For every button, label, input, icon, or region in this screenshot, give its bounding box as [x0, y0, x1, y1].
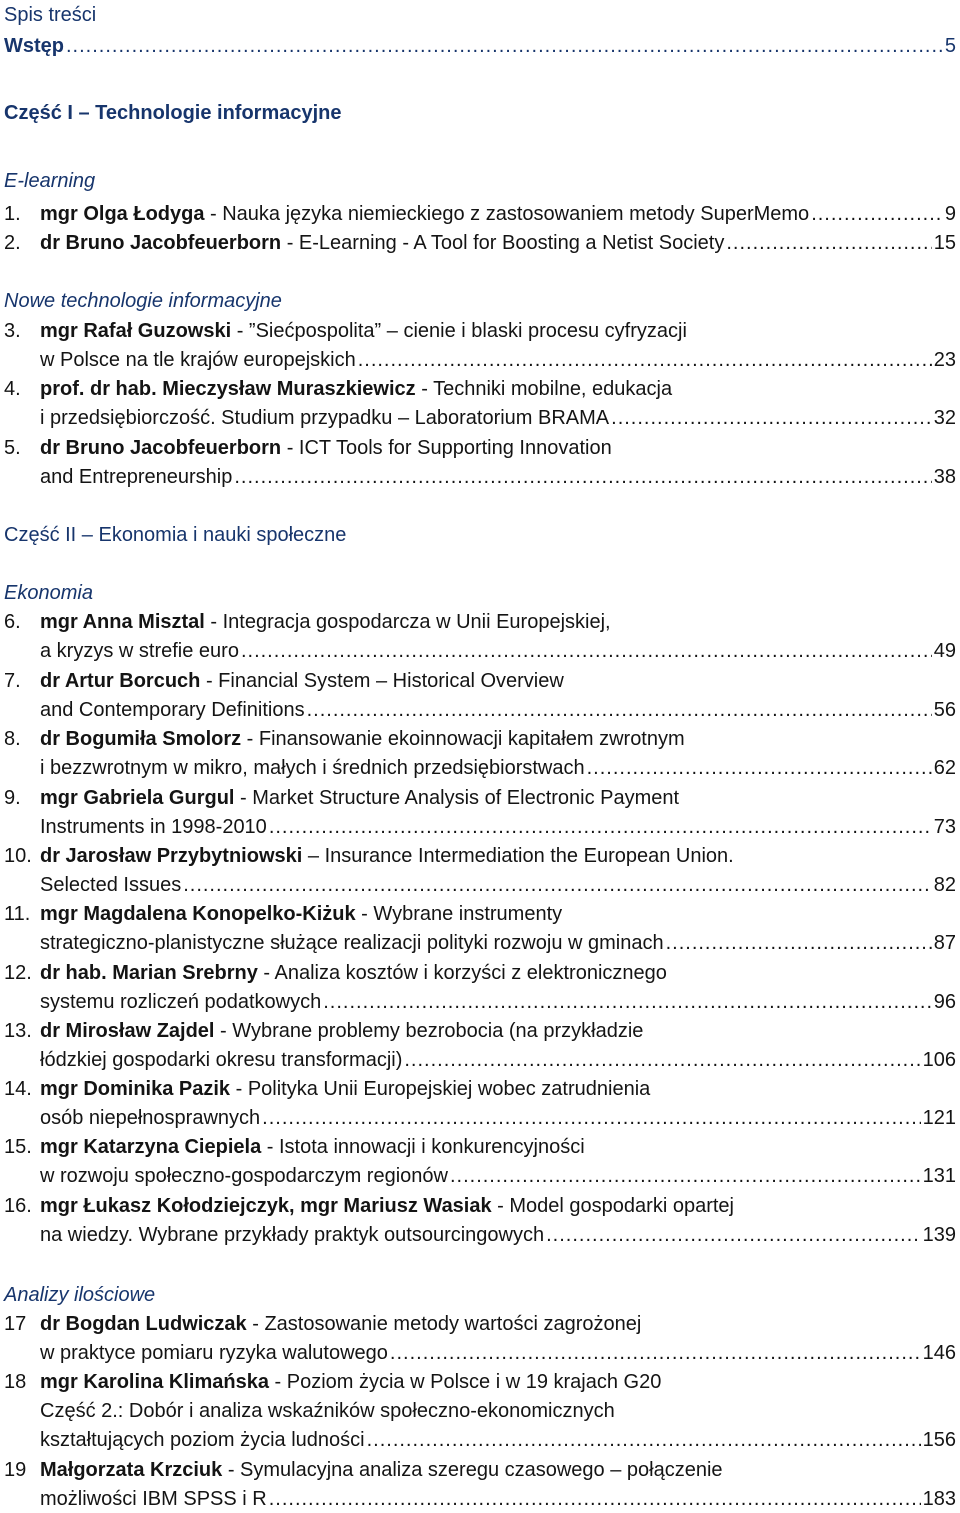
entry-author: mgr Karolina Klimańska — [40, 1371, 269, 1393]
toc-entry-continuation[interactable] — [0, 346, 960, 374]
entry-title-text: na wiedzy. Wybrane przykłady praktyk outsourcingowych — [40, 1224, 545, 1246]
entry-number: 15. — [4, 1136, 32, 1158]
entry-title-text: - Polityka Unii Europejskiej wobec zatrudnienia — [230, 1078, 651, 1100]
entry-title-text: możliwości IBM SPSS i R — [40, 1488, 267, 1510]
entry-leader-line — [40, 1485, 956, 1513]
entry-title — [40, 667, 564, 695]
entry-title — [40, 1368, 661, 1396]
entry-title-text: and Entrepreneurship — [40, 466, 233, 488]
entry-number: 2. — [4, 232, 21, 254]
toc-entry[interactable] — [0, 725, 960, 753]
entry-number: 16. — [4, 1195, 32, 1217]
entry-title-text: i bezzwrotnym w mikro, małych i średnich przedsiębiorstwach — [40, 757, 585, 779]
page-number: 87 — [933, 932, 956, 954]
page-number: 15 — [933, 232, 956, 254]
toc-entry[interactable] — [0, 200, 960, 228]
page-number: 62 — [933, 757, 956, 779]
entry-title-text: - Wybrane problemy bezrobocia (na przykładzie — [214, 1020, 644, 1042]
entry-title-text: - ICT Tools for Supporting Innovation — [281, 437, 612, 459]
toc-entry[interactable] — [0, 229, 960, 257]
entry-title-text: - Integracja gospodarcza w Unii Europejskiej, — [204, 611, 611, 633]
entry-title — [40, 608, 611, 636]
toc-entry-continuation[interactable] — [0, 1397, 960, 1425]
entry-title-text: - Poziom życia w Polsce i w 19 krajach G20 — [268, 1371, 662, 1393]
dot-leader — [587, 754, 932, 782]
toc-entry[interactable] — [0, 667, 960, 695]
toc-entry-continuation[interactable] — [0, 988, 960, 1016]
entry-number: 14. — [4, 1078, 32, 1100]
toc-entry[interactable] — [0, 1017, 960, 1045]
toc-entry-continuation[interactable] — [0, 463, 960, 491]
section-heading — [0, 1, 960, 29]
page-number: 183 — [922, 1488, 956, 1510]
entry-author: dr Mirosław Zajdel — [40, 1020, 215, 1042]
entry-leader-line — [40, 1339, 956, 1367]
dot-leader — [450, 1162, 921, 1190]
toc-entry[interactable] — [0, 1368, 960, 1396]
entry-leader-line — [40, 1426, 956, 1454]
entry-title — [40, 200, 809, 228]
entry-leader-line — [40, 346, 956, 374]
entry-number: 4. — [4, 378, 21, 400]
entry-author: mgr Rafał Guzowski — [40, 320, 232, 342]
entry-leader-line — [40, 1221, 956, 1249]
entry-title — [40, 375, 672, 403]
entry-title — [40, 317, 687, 345]
entry-title-text: a kryzys w strefie euro — [40, 640, 239, 662]
page-number: 32 — [933, 407, 956, 429]
entry-title-text: systemu rozliczeń podatkowych — [40, 991, 322, 1013]
dot-leader — [241, 637, 932, 665]
entry-author: mgr Łukasz Kołodziejczyk, mgr Mariusz Wasiak — [40, 1195, 492, 1217]
entry-number: 10. — [4, 845, 32, 867]
entry-number: 12. — [4, 962, 32, 984]
dot-leader — [546, 1221, 921, 1249]
dot-leader — [611, 404, 932, 432]
section-heading — [0, 287, 960, 315]
page-number: 73 — [933, 816, 956, 838]
toc-entry-continuation[interactable] — [0, 813, 960, 841]
heading-text: Część II – Ekonomia i nauki społeczne — [4, 524, 347, 546]
dot-leader — [666, 929, 932, 957]
page-number: 49 — [933, 640, 956, 662]
entry-title — [40, 1456, 723, 1484]
heading-text: Ekonomia — [4, 582, 93, 604]
entry-author: mgr Katarzyna Ciepiela — [40, 1136, 262, 1158]
toc-entry-continuation[interactable] — [0, 929, 960, 957]
entry-leader-line — [40, 637, 956, 665]
entry-title — [40, 1017, 643, 1045]
entry-title: Wstęp — [4, 35, 64, 57]
entry-leader-line — [40, 929, 956, 957]
toc-entry-continuation[interactable] — [0, 1162, 960, 1190]
entry-number: 6. — [4, 611, 21, 633]
page-number: 96 — [933, 991, 956, 1013]
toc-entry[interactable] — [0, 784, 960, 812]
entry-title-text: - Analiza kosztów i korzyści z elektronicznego — [257, 962, 667, 984]
entry-title-text: kształtujących poziom życia ludności — [40, 1429, 365, 1451]
toc-entry-continuation[interactable] — [0, 871, 960, 899]
entry-leader-line — [40, 1104, 956, 1132]
dot-leader — [66, 32, 943, 60]
dot-leader — [183, 871, 932, 899]
dot-leader — [726, 229, 931, 257]
toc-entry[interactable] — [0, 1310, 960, 1338]
entry-author: mgr Anna Misztal — [40, 611, 205, 633]
entry-number: 13. — [4, 1020, 32, 1042]
toc-entry[interactable] — [0, 434, 960, 462]
entry-number: 18 — [4, 1371, 27, 1393]
entry-title-text: – Insurance Intermediation the European Union. — [302, 845, 734, 867]
entry-leader-line — [40, 463, 956, 491]
toc-entry-continuation[interactable] — [0, 1485, 960, 1513]
toc-entry-continuation[interactable] — [0, 1426, 960, 1454]
entry-number: 11. — [4, 903, 31, 925]
toc-entry[interactable] — [0, 1192, 960, 1220]
entry-number: 1. — [4, 203, 21, 225]
entry-author: dr hab. Marian Srebrny — [40, 962, 258, 984]
toc-entry-continuation[interactable] — [0, 404, 960, 432]
entry-title-text: - Financial System – Historical Overview — [200, 670, 564, 692]
section-heading — [0, 521, 960, 549]
entry-title — [40, 434, 612, 462]
toc-entry[interactable] — [0, 959, 960, 987]
entry-number: 17 — [4, 1313, 27, 1335]
entry-title-text: łódzkiej gospodarki okresu transformacji) — [40, 1049, 403, 1071]
entry-title — [40, 900, 562, 928]
toc-entry[interactable] — [0, 842, 960, 870]
entry-leader-line — [40, 696, 956, 724]
section-heading — [0, 579, 960, 607]
entry-title-text: - Market Structure Analysis of Electronic Payment — [234, 787, 680, 809]
entry-title-text: - E-Learning - A Tool for Boosting a Netist Society — [281, 232, 725, 254]
entry-leader-line — [40, 988, 956, 1016]
section-heading — [0, 167, 960, 195]
entry-leader-line — [40, 871, 956, 899]
dot-leader — [358, 346, 932, 374]
entry-title-text: osób niepełnosprawnych — [40, 1107, 261, 1129]
entry-author: mgr Dominika Pazik — [40, 1078, 231, 1100]
entry-title-text: Instruments in 1998-2010 — [40, 816, 267, 838]
dot-leader — [811, 200, 943, 228]
page-number: 131 — [922, 1165, 956, 1187]
entry-title — [40, 1310, 641, 1338]
entry-title — [40, 959, 667, 987]
entry-title — [40, 1133, 585, 1161]
toc-entry[interactable] — [0, 900, 960, 928]
entry-number: 7. — [4, 670, 21, 692]
toc-entry[interactable] — [0, 32, 960, 60]
dot-leader — [269, 813, 932, 841]
entry-author: dr Bogdan Ludwiczak — [40, 1313, 247, 1335]
dot-leader — [404, 1046, 920, 1074]
entry-title-text: - Nauka języka niemieckiego z zastosowaniem metody SuperMemo — [204, 203, 810, 225]
dot-leader — [307, 696, 932, 724]
entry-leader-line — [40, 813, 956, 841]
entry-title — [40, 1075, 650, 1103]
toc-entry-continuation[interactable] — [0, 754, 960, 782]
heading-text: Spis treści — [4, 4, 97, 26]
entry-author: dr Artur Borcuch — [40, 670, 201, 692]
page-number: 156 — [922, 1429, 956, 1451]
entry-title — [40, 1192, 734, 1220]
entry-leader-line — [40, 404, 956, 432]
entry-author: prof. dr hab. Mieczysław Muraszkiewicz — [40, 378, 416, 400]
page-number: 9 — [944, 203, 956, 225]
entry-author: mgr Olga Łodyga — [40, 203, 205, 225]
entry-leader-line — [40, 1046, 956, 1074]
entry-number: 3. — [4, 320, 21, 342]
entry-number: 19 — [4, 1459, 27, 1481]
toc-entry[interactable] — [0, 608, 960, 636]
page-number: 82 — [933, 874, 956, 896]
entry-title-text: - ”Siećpospolita” – cienie i blaski procesu cyfryzacji — [231, 320, 687, 342]
heading-text: Nowe technologie informacyjne — [4, 290, 282, 312]
toc-entry-continuation[interactable] — [0, 1339, 960, 1367]
page-number: 139 — [922, 1224, 956, 1246]
dot-leader — [323, 988, 932, 1016]
entry-number: 5. — [4, 437, 21, 459]
entry-title — [40, 229, 724, 257]
entry-title-text: strategiczno-planistyczne służące realizacji polityki rozwoju w gminach — [40, 932, 664, 954]
entry-title-text: - Symulacyjna analiza szeregu czasowego – połączenie — [222, 1459, 723, 1481]
entry-author: dr Jarosław Przybytniowski — [40, 845, 303, 867]
dot-leader — [367, 1426, 921, 1454]
entry-title-text: w praktyce pomiaru ryzyka walutowego — [40, 1342, 388, 1364]
entry-number: 8. — [4, 728, 21, 750]
entry-title-text: - Model gospodarki opartej — [491, 1195, 734, 1217]
entry-author: dr Bogumiła Smolorz — [40, 728, 242, 750]
page-number: 121 — [922, 1107, 956, 1129]
toc-entry-continuation[interactable] — [0, 696, 960, 724]
page-number: 106 — [922, 1049, 956, 1071]
entry-title — [40, 784, 679, 812]
section-heading — [0, 99, 960, 127]
entry-title-text: - Zastosowanie metody wartości zagrożonej — [246, 1313, 642, 1335]
entry-leader-line — [40, 754, 956, 782]
toc-entry-continuation[interactable] — [0, 1221, 960, 1249]
entry-title-text: i przedsiębiorczość. Studium przypadku – Laboratorium BRAMA — [40, 407, 610, 429]
entry-title — [40, 842, 734, 870]
toc-entry-continuation[interactable] — [0, 637, 960, 665]
page-number: 38 — [933, 466, 956, 488]
heading-text: Analizy ilościowe — [4, 1284, 156, 1306]
toc-entry[interactable] — [0, 317, 960, 345]
section-heading — [0, 1281, 960, 1309]
toc-entry-continuation[interactable] — [0, 1046, 960, 1074]
entry-title-text: - Techniki mobilne, edukacja — [415, 378, 673, 400]
heading-text: Część I – Technologie informacyjne — [4, 102, 342, 124]
entry-title-text: w Polsce na tle krajów europejskich — [40, 349, 356, 371]
entry-title-text: Część 2.: Dobór i analiza wskaźników społeczno-ekonomicznych — [40, 1400, 615, 1422]
entry-leader-line — [4, 32, 956, 60]
entry-title-text: and Contemporary Definitions — [40, 699, 305, 721]
entry-title-text: - Wybrane instrumenty — [355, 903, 563, 925]
entry-title — [40, 725, 685, 753]
toc-entry[interactable] — [0, 1075, 960, 1103]
entry-leader-line — [40, 229, 956, 257]
toc-entry[interactable] — [0, 375, 960, 403]
page-number: 146 — [922, 1342, 956, 1364]
dot-leader — [234, 463, 931, 491]
entry-title-text: w rozwoju społeczno-gospodarczym regionów — [40, 1165, 448, 1187]
entry-author: Małgorzata Krzciuk — [40, 1459, 223, 1481]
entry-author: dr Bruno Jacobfeuerborn — [40, 232, 282, 254]
entry-author: mgr Gabriela Gurgul — [40, 787, 235, 809]
page-number: 5 — [944, 35, 956, 57]
toc-entry[interactable] — [0, 1133, 960, 1161]
entry-author: dr Bruno Jacobfeuerborn — [40, 437, 282, 459]
page-number: 56 — [933, 699, 956, 721]
heading-text: E-learning — [4, 170, 96, 192]
entry-number: 9. — [4, 787, 21, 809]
dot-leader — [390, 1339, 921, 1367]
dot-leader — [269, 1485, 921, 1513]
dot-leader — [262, 1104, 920, 1132]
entry-author: mgr Magdalena Konopelko-Kiżuk — [40, 903, 356, 925]
entry-leader-line — [40, 200, 956, 228]
page-number: 23 — [933, 349, 956, 371]
toc-entry-continuation[interactable] — [0, 1104, 960, 1132]
entry-title-text: - Finansowanie ekoinnowacji kapitałem zwrotnym — [241, 728, 685, 750]
entry-title-text: Selected Issues — [40, 874, 182, 896]
entry-title-text: - Istota innowacji i konkurencyjności — [261, 1136, 585, 1158]
entry-leader-line — [40, 1162, 956, 1190]
toc-entry[interactable] — [0, 1456, 960, 1484]
